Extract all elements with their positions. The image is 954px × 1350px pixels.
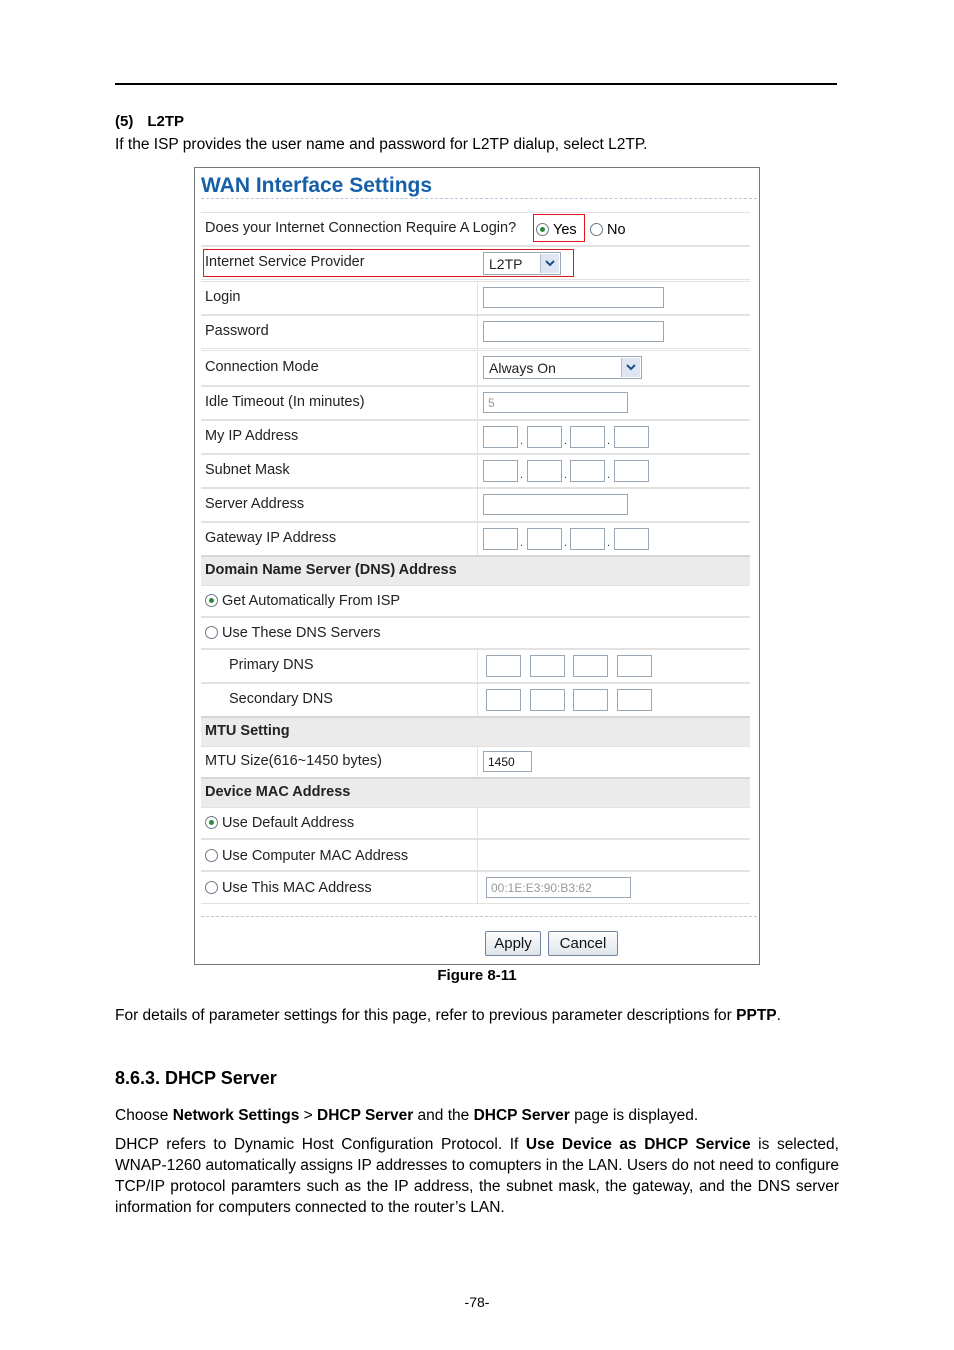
- dns-header-label: Domain Name Server (DNS) Address: [205, 562, 457, 578]
- details-text: For details of parameter settings for this page, refer to previous parameter descriptions for: [115, 1007, 737, 1024]
- column-divider: [477, 872, 478, 903]
- ip-dot: .: [607, 469, 611, 481]
- ip-dot: .: [607, 435, 611, 447]
- mtu-header-label: MTU Setting: [205, 723, 290, 739]
- mac-default-label: Use Default Address: [222, 815, 355, 831]
- ip-octet-input[interactable]: [483, 528, 518, 550]
- subnet-mask-row: [201, 454, 750, 488]
- dns-octet-input[interactable]: [573, 655, 608, 677]
- my-ip-label: My IP Address: [205, 428, 299, 444]
- mac-address-input[interactable]: 00:1E:E3:90:B3:62: [486, 877, 631, 898]
- dns-octet-input[interactable]: [530, 655, 565, 677]
- column-divider: [477, 840, 478, 870]
- ip-octet-input[interactable]: [527, 426, 562, 448]
- login-required-row: [201, 212, 750, 246]
- secondary-dns-label: Secondary DNS: [229, 691, 333, 707]
- apply-button[interactable]: Apply: [485, 931, 541, 956]
- dns-octet-input[interactable]: [530, 689, 565, 711]
- section-heading: [115, 113, 184, 130]
- cancel-button[interactable]: Cancel: [548, 931, 618, 956]
- ip-dot: .: [520, 435, 524, 447]
- ip-octet-input[interactable]: [570, 460, 605, 482]
- ip-dot: .: [564, 469, 568, 481]
- dns-auto-label: Get Automatically From ISP: [222, 593, 401, 609]
- ip-octet-input[interactable]: [527, 528, 562, 550]
- dhcp-paragraph: [115, 1134, 839, 1218]
- column-divider: [477, 747, 478, 777]
- choose-text: >: [299, 1107, 318, 1124]
- connection-mode-label: Connection Mode: [205, 359, 319, 375]
- isp-label: Internet Service Provider: [205, 254, 365, 270]
- mac-section-header: [201, 777, 750, 808]
- choose-bold: DHCP Server: [317, 1107, 414, 1124]
- choose-bold: DHCP Server: [473, 1107, 570, 1124]
- login-row: [201, 281, 750, 315]
- dns-manual-option[interactable]: [205, 625, 380, 641]
- section-heading-dhcp: 8.6.3. DHCP Server: [115, 1068, 277, 1088]
- mac-default-row: [201, 807, 750, 839]
- ip-octet-input[interactable]: [614, 426, 649, 448]
- password-row: [201, 315, 750, 349]
- intro-paragraph: If the ISP provides the user name and password for L2TP dialup, select L2TP.: [115, 136, 648, 153]
- mtu-section-header: [201, 716, 750, 747]
- details-paragraph: [115, 1005, 781, 1026]
- choose-bold: Network Settings: [172, 1107, 300, 1124]
- ip-octet-input[interactable]: [570, 426, 605, 448]
- ip-dot: .: [520, 537, 524, 549]
- mac-this-row: [201, 871, 750, 904]
- login-question-label: Does your Internet Connection Require A Login?: [205, 220, 517, 236]
- dns-octet-input[interactable]: [617, 655, 652, 677]
- login-no-option[interactable]: [590, 222, 626, 238]
- column-divider: [477, 523, 478, 555]
- dns-auto-option[interactable]: [205, 593, 400, 609]
- radio-selected-icon[interactable]: [205, 594, 218, 607]
- secondary-dns-row: [201, 683, 750, 717]
- ip-dot: .: [607, 537, 611, 549]
- login-yes-label: Yes: [553, 222, 577, 238]
- dhcp-text: DHCP refers to Dynamic Host Configuration Protocol. If: [115, 1136, 526, 1153]
- column-divider: [477, 387, 478, 419]
- dns-octet-input[interactable]: [617, 689, 652, 711]
- choose-text: page is displayed.: [569, 1107, 699, 1124]
- mac-computer-label: Use Computer MAC Address: [222, 848, 409, 864]
- column-divider: [477, 316, 478, 348]
- column-divider: [477, 351, 478, 385]
- dns-manual-label: Use These DNS Servers: [222, 625, 381, 641]
- mtu-size-row: [201, 746, 750, 778]
- details-end: .: [776, 1007, 781, 1024]
- figure-title: WAN Interface Settings: [201, 174, 433, 197]
- radio-unselected-icon[interactable]: [205, 626, 218, 639]
- radio-unselected-icon[interactable]: [205, 881, 218, 894]
- isp-select-value: L2TP: [489, 256, 523, 272]
- section-number: (5): [115, 113, 134, 130]
- ip-octet-input[interactable]: [614, 528, 649, 550]
- ip-octet-input[interactable]: [570, 528, 605, 550]
- column-divider: [477, 421, 478, 453]
- header-rule: [115, 83, 837, 85]
- dns-octet-input[interactable]: [573, 689, 608, 711]
- mtu-size-input[interactable]: 1450: [483, 751, 532, 772]
- mac-this-label: Use This MAC Address: [222, 880, 372, 896]
- server-address-input[interactable]: [483, 494, 628, 515]
- mac-default-option[interactable]: [205, 815, 354, 831]
- ip-octet-input[interactable]: [527, 460, 562, 482]
- section-title: L2TP: [147, 113, 185, 130]
- wan-settings-figure: [194, 167, 760, 965]
- highlight-isp-box: [203, 249, 574, 277]
- choose-text: Choose: [115, 1107, 173, 1124]
- radio-unselected-icon[interactable]: [590, 223, 603, 236]
- server-address-label: Server Address: [205, 496, 305, 512]
- mtu-size-label: MTU Size(616~1450 bytes): [205, 753, 382, 769]
- dhcp-text: is selected, WNAP-1260 automatically assigns IP addresses to comupters in the LAN. Users do not need to configure TCP/IP protocol paramters such as the IP address, the subnet mask, the gateway, and the DNS server information for computers connected to the router’s LAN.: [115, 1136, 839, 1216]
- my-ip-row: [201, 420, 750, 454]
- connection-mode-select[interactable]: [483, 356, 642, 379]
- radio-selected-icon[interactable]: [205, 816, 218, 829]
- idle-timeout-label: Idle Timeout (In minutes): [205, 394, 365, 410]
- idle-timeout-input[interactable]: 5: [483, 392, 628, 413]
- dns-octet-input[interactable]: [486, 655, 521, 677]
- login-label: Login: [205, 289, 241, 305]
- dns-section-header: [201, 555, 750, 586]
- title-divider: [201, 198, 757, 199]
- radio-unselected-icon[interactable]: [205, 849, 218, 862]
- gateway-row: [201, 522, 750, 556]
- dns-manual-row: [201, 617, 750, 649]
- column-divider: [477, 282, 478, 314]
- primary-dns-row: [201, 649, 750, 683]
- column-divider: [477, 808, 478, 838]
- column-divider: [477, 455, 478, 487]
- mac-this-option[interactable]: [205, 880, 372, 896]
- server-address-row: [201, 488, 750, 522]
- subnet-mask-label: Subnet Mask: [205, 462, 290, 478]
- highlight-yes-box: [533, 214, 585, 242]
- mac-computer-row: [201, 839, 750, 871]
- choose-paragraph: [115, 1105, 698, 1126]
- connection-mode-row: [201, 350, 750, 386]
- gateway-label: Gateway IP Address: [205, 530, 337, 546]
- login-input[interactable]: [483, 287, 664, 308]
- mac-computer-option[interactable]: [205, 848, 408, 864]
- dns-auto-row: [201, 585, 750, 617]
- connection-mode-value: Always On: [489, 360, 556, 376]
- ip-dot: .: [520, 469, 524, 481]
- column-divider: [477, 684, 478, 716]
- mac-header-label: Device MAC Address: [205, 784, 351, 800]
- column-divider: [477, 489, 478, 521]
- login-no-label: No: [607, 222, 626, 238]
- ip-octet-input[interactable]: [483, 426, 518, 448]
- idle-timeout-row: [201, 386, 750, 420]
- buttons-divider: [201, 916, 757, 917]
- password-input[interactable]: [483, 321, 664, 342]
- ip-dot: .: [564, 537, 568, 549]
- password-label: Password: [205, 323, 269, 339]
- page-number: -78-: [464, 1294, 490, 1310]
- figure-caption: Figure 8-11: [437, 967, 517, 984]
- column-divider: [477, 650, 478, 682]
- primary-dns-label: Primary DNS: [229, 657, 314, 673]
- ip-octet-input[interactable]: [614, 460, 649, 482]
- ip-octet-input[interactable]: [483, 460, 518, 482]
- details-bold: PPTP: [736, 1007, 777, 1024]
- dhcp-bold: Use Device as DHCP Service: [525, 1136, 751, 1153]
- choose-text: and the: [413, 1107, 474, 1124]
- ip-dot: .: [564, 435, 568, 447]
- chevron-down-icon[interactable]: [621, 358, 640, 377]
- dns-octet-input[interactable]: [486, 689, 521, 711]
